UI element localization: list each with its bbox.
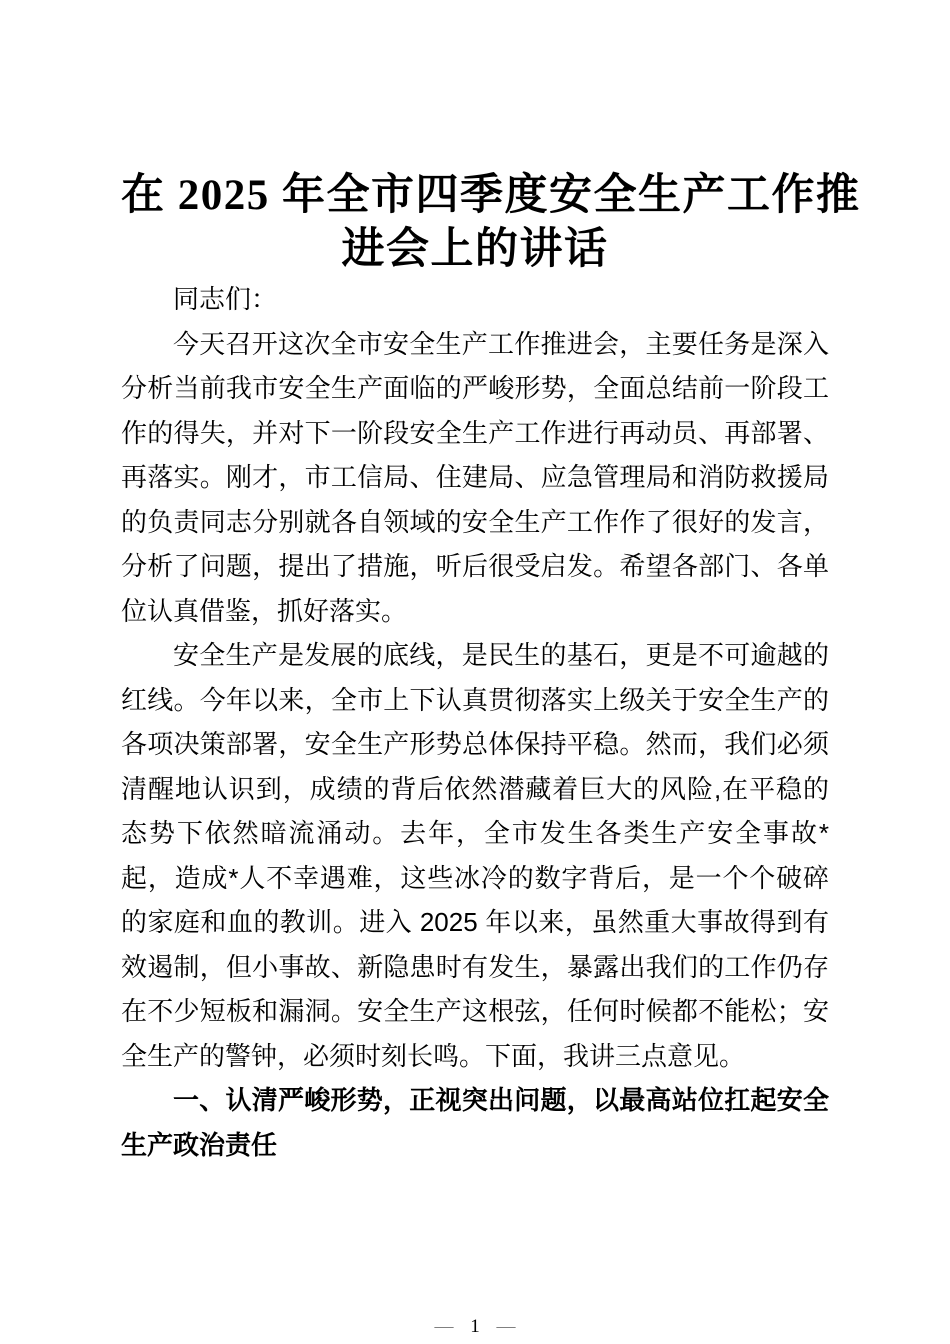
- paragraph-opening: 今天召开这次全市安全生产工作推进会，主要任务是深入分析当前我市安全生产面临的严峻形势，全面总结前一阶段工作的得失，并对下一阶段安全生产工作进行再动员、再部署、再落实。刚才，市工信局、住建局、应急管理局和消防救援局的负责同志分别就各自领域的安全生产工作作了很好的发言，分析了问题，提出了措施，听后很受启发。希望各部门、各单位认真借鉴，抓好落实。: [121, 328, 829, 626]
- page-number: 1: [470, 1316, 480, 1337]
- title-line-1: 在 2025 年全市四季度安全生产工作推: [121, 172, 861, 219]
- document-body: [121, 277, 829, 1167]
- footer-dash-left: —: [434, 1316, 454, 1337]
- title-line-2: 进会上的讲话: [341, 226, 609, 273]
- section-heading-1: 一、认清严峻形势，正视突出问题，以最高站位扛起安全生产政治责任: [121, 1085, 829, 1160]
- paragraph-situation: 安全生产是发展的底线，是民生的基石，更是不可逾越的红线。今年以来，全市上下认真贯彻落实上级关于安全生产的各项决策部署，安全生产形势总体保持平稳。然而，我们必须清醒地认识到，成绩的背后依然潜藏着巨大的风险,在平稳的态势下依然暗流涌动。去年，全市发生各类生产安全事故*起，造成*人不幸遇难，这些冰冷的数字背后，是一个个破碎的家庭和血的教训。进入 2025 年以来，虽然重大事故得到有效遏制，但小事故、新隐患时有发生，暴露出我们的工作仍存在不少短板和漏洞。安全生产这根弦，任何时候都不能松；安全生产的警钟，必须时刻长鸣。下面，我讲三点意见。: [121, 640, 829, 1071]
- document-content: [121, 0, 861, 1167]
- footer-dash-right: —: [496, 1316, 516, 1337]
- page-footer: [0, 1314, 950, 1340]
- salutation: 同志们：: [173, 284, 278, 314]
- document-title: [121, 0, 861, 277]
